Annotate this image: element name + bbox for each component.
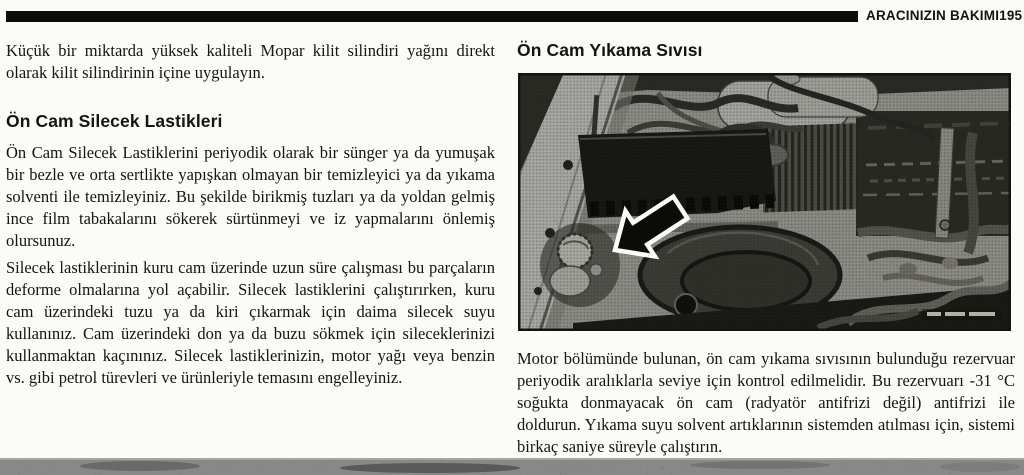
lock-cylinder-paragraph: Küçük bir miktarda yüksek kaliteli Mopar kilit silindiri yağını direkt olarak kilit silindirinin içine uygulayın. [6,41,495,82]
header-title: ARACINIZIN BAKIMI [866,8,1000,23]
wiper-blades-paragraph-2: Silecek lastiklerinin kuru cam üzerinde uzun süre çalışması bu parçaların deforme olmalarına yol açabilir. Silecek lastiklerini çalıştırırken, kuru cam üzerindeki tuzu ya da kiri çıkarmak için daima silecek suyu kullanınız. Cam üzerindeki don ya da buzu sökmek için sileceklerinizi kullanmaktan kaçınınız. Silecek lastiklerinizin, motor yağı veya benzin vs. gibi petrol türevleri ve ürünleriyle temasını engelleyiniz. [6,258,495,387]
header-page-number: 195 [999,8,1023,23]
washer-fluid-paragraph: Motor bölümünde bulunan, ön cam yıkama sıvısının bulunduğu rezervuar periyodik aralıklarla seviye için kontrol edilmelidir. Bu rezervuarı -31 °C soğukta donmayacak ön cam (radyatör antifrizi değil) antifrizi ile doldurun. Yıkama suyu solvent artıklarının sistemden atılması için, sistemi birkaç saniye süreyle çalıştırın. [517,349,1015,456]
engine-bay-photo [518,73,1011,331]
photo-credit-mark [922,309,1002,320]
left-column [6,40,495,389]
page-header [866,7,1023,25]
scan-edge-artifact [0,458,1024,475]
wiper-blades-heading: Ön Cam Silecek Lastikleri [6,111,223,131]
engine-bay-figure [518,73,1015,331]
wiper-blades-paragraph-1: Ön Cam Silecek Lastiklerini periyodik olarak bir sünger ya da yumuşak bir bezle ve orta sertlikte yapışkan olmayan bir temizleyici ya da yıkama solventi ile temizleyiniz. Bu şekilde birikmiş tuzları ya da yoldan gelmiş ince film tabakalarını sökerek sürtünmeyi ve iz yapmalarını önlemiş olursunuz. [6,143,495,250]
header-rule [6,11,858,22]
washer-fluid-heading: Ön Cam Yıkama Sıvısı [517,40,703,60]
right-column [517,40,1015,458]
